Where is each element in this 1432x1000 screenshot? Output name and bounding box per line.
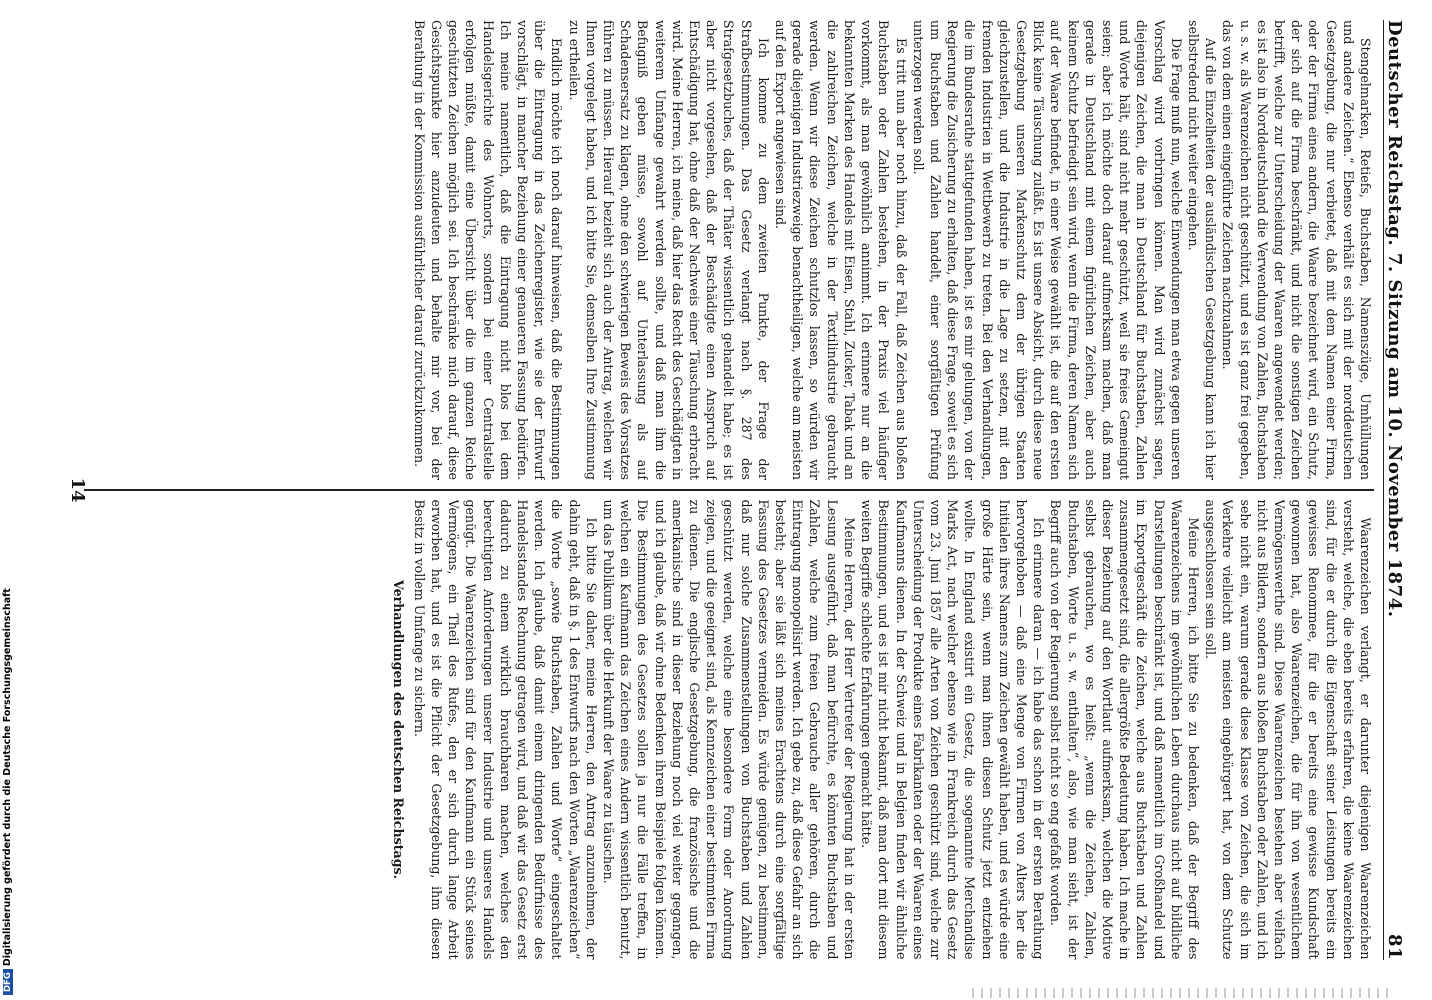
paragraph: Ich erinnere daran — ich habe das schon in der ersten Berathung hervorgehoben — daß eine Menge von Firmen von Alters her die Initialen ihres Namens zum Zeichen gewählt haben, und es würde eine große Härte sein, wenn man ihnen diesen Schutz jetzt entziehen wollte. In England existirt ein Gesetz, die sogenannte Merchandise Marks Act, nach welcher ebenso wie in Frankreich durch das Gesetz vom 23. Juni 1857 alle Arten von Zeichen geschützt sind, welche zur Unterscheidung der Produkte eines Fabrikanten oder der Waaren eines Kaufmanns dienen. In der Schweiz und in Belgien finden wir ähnliche Bestimmungen, und es ist mir nicht bekannt, daß man dort mit diesem weiten Begriffe schlechte Erfahrungen gemacht hätte.: [859, 499, 1047, 960]
scan-edge-artifact: [972, 988, 1392, 998]
digitisation-text: Digitalisierung gefördert durch die Deutsche Forschungsgemeinschaft: [2, 588, 13, 967]
paragraph: Stengelmarken, Retiefs, Buchstaben, Namenszüge, Umhüllungen und andere Zeichen.“ Ebenso verhält es sich mit der norddeutschen Gesetzgebung, die nur verbietet, daß mit dem Namen einer Firma, oder der Firma eines andern, die Waare bezeichnet wird, ein Schutz, der sich auf die Firma beschränkt, und nicht die sonstigen Zeichen betrifft, welche zur Unterscheidung der Waaren angewendet werden; es ist also in Norddeutschland die Verwendung von Zahlen, Buchstaben u. s. w. als Warenzeichen nicht geschützt, und es ist ganz frei gegeben, das von dem einen eingeführte Zeichen nachzuahmen.: [1220, 20, 1373, 480]
dfg-logo: DFG: [3, 969, 13, 995]
right-column: [84, 500, 1374, 960]
text-columns: [84, 20, 1374, 960]
digitisation-text-wrapper: [2, 588, 13, 995]
left-column: [84, 20, 1374, 480]
rotated-page-content: [58, 20, 1408, 960]
column-divider: [84, 489, 1374, 491]
running-title: Deutscher Reichstag. 7. Sitzung am 10. November 1874.: [1384, 20, 1405, 618]
sheet-number: 14: [67, 477, 88, 503]
page-number: 81: [1384, 933, 1405, 960]
paragraph: Ich komme zu dem zweiten Punkte, der Frage der Strafbestimmungen. Das Gesetz verlangt nach §. 287 des Strafgesetzbuches, daß der Thäter wissentlich gehandelt habe; es ist aber nicht vorgesehen, daß der Beschädigte einen Anspruch auf Entschädigung hat, ohne daß der Nachweis einer Täuschung erbracht wird. Meine Herren, ich meine, daß hier das Recht des Geschädigten in weiterem Umfange gewahrt werden sollte, und daß man ihm die Befugniß geben müsse, sowohl auf Unterlassung als auf Schadensersatz zu klagen, ohne den schwierigen Beweis des Vorsatzes führen zu müssen. Hierauf bezieht sich auch der Antrag, welchen wir Ihnen vorgelegt haben, und ich bitte Sie, demselben Ihre Zustimmung zu ertheilen.: [566, 20, 771, 480]
paragraph: Waarenzeichen verlangt, er darunter diejenigen Waarenzeichen versteht, welche, die eben bereits erfahren, die keine Waarenzeichen sind, für die er durch die Eigenschaft seiner Leistungen bereits ein gewisses Renommee, für die er bereits eine gewisse Kundschaft gewonnen hat, also Waarenzeichen, die für ihn von wesentlichem Vermögenswerthe sind. Diese Waarenzeichen bestehen aber vielfach nicht aus Bildern, sondern aus bloßen Buchstaben oder Zahlen, und ich sehe nicht ein, warum gerade diese Klasse von Zeichen, die sich im Verkehre vielleicht am meisten eingebürgert hat, von dem Schutze ausgeschlossen sein soll.: [1203, 499, 1373, 960]
page-header: [1383, 20, 1408, 960]
paragraph: Endlich möchte ich noch darauf hinweisen, daß die Bestimmungen über die Eintragung in das Zeichenregister, wie sie der Entwurf vorschlägt, in mancher Beziehung einer genaueren Fassung bedürfen. Ich meine namentlich, daß die Eintragung nicht blos bei dem Handelsgerichte des Wohnorts, sondern bei einer Centralstelle erfolgen müßte, damit eine Übersicht über die im ganzen Reiche geschützten Zeichen möglich sei. Ich beschränke mich darauf, diese Gesichtspunkte hier anzudeuten und behalte mir vor, bei der Berathung in der Kommission ausführlicher darauf zurückzukommen.: [411, 20, 565, 480]
digitisation-notice: [0, 0, 14, 1000]
paragraph: Es tritt nun aber noch hinzu, daß der Fall, daß Zeichen aus bloßen Buchstaben oder Zahlen bestehen, in der Praxis viel häufiger vorkommt, als man gewöhnlich annimmt. Ich erinnere nur an die bekannten Marken des Handels mit Eisen, Stahl, Zucker, Tabak und an die zahlreichen Zeichen, welche in der Textilindustrie gebraucht werden. Wenn wir diese Zeichen schutzlos lassen, so würden wir gerade diejenigen Industriezweige benachtheiligen, welche am meisten auf den Export angewiesen sind.: [773, 20, 909, 480]
paragraph: Die Frage muß nun, welche Einwendungen man etwa gegen unseren Vorschlag wird vorbringen können. Man wird zunächst sagen, diejenigen Zeichen, die man in Deutschland für Buchstaben, Zahlen und Worte hält, sind nicht mehr geschützt, weil sie freies Gemeingut seien; aber ich möchte doch darauf aufmerksam machen, daß man gerade in Deutschland mit einem figürlichen Zeichen, aber auch keinem Schutz befriedigt sein wird, wenn die Firma, deren Namen sich auf der Waare befindet, in einer Weise gewählt ist, die auf den ersten Blick keine Täuschung zuläßt. Es ist unsere Absicht, durch diese neue Gesetzgebung unseren Markenschutz dem der übrigen Staaten gleichzustellen, und die Industrie in die Lage zu setzen, mit den fremden Industrien in Wettbewerb zu treten. Bei den Verhandlungen, die im Bundesrathe stattgefunden haben, ist es mir gelungen, von der Regierung die Zusicherung zu erhalten, daß diese Frage, soweit es sich um Buchstaben und Zahlen handelt, einer sorgfältigen Prüfung unterzogen werden soll.: [910, 20, 1184, 480]
paragraph: Auf die Einzelheiten der ausländischen Gesetzgebung kann ich hier selbstredend nicht weiter eingehen.: [1185, 20, 1219, 480]
closing-line: Verhandlungen des deutschen Reichstags.: [390, 580, 406, 879]
paragraph: Ich bitte Sie daher, meine Herren, den Antrag anzunehmen, der dahin geht, daß in §. 1 des Entwurfs nach den Worten „Waarenzeichen“ die Worte „sowie Buchstaben, Zahlen und Worte“ eingeschaltet werden. Ich glaube, daß damit einem dringenden Bedürfnisse des Handelsstandes Rechnung getragen wird, und daß wir das Gesetz erst dadurch zu einem wirklich brauchbaren machen, welches den berechtigten Anforderungen unserer Industrie und unseres Handels genügt. Die Waarenzeichen sind für den Kaufmann ein Stück seines Vermögens, ein Theil des Rufes, den er sich durch lange Arbeit erworben hat, und es ist die Pflicht der Gesetzgebung, ihm diesen Besitz in vollem Umfange zu sichern.: [411, 499, 599, 960]
paragraph: Meine Herren, ich bitte Sie zu bedenken, daß der Begriff des Waarenzeichens im gewöhnlichen Leben durchaus nicht auf bildliche Darstellungen beschränkt ist, und daß namentlich im Großhandel und im Exportgeschäft die Zeichen, welche aus Buchstaben und Zahlen zusammengesetzt sind, die allergrößte Bedeutung haben. Ich mache in dieser Beziehung auf den Wortlaut aufmerksam, welchen die Motive selbst gebrauchen, wo es heißt: „wenn die Zeichen, Zahlen, Buchstaben, Worte u. s. w. enthalten“, also, wie man sieht, ist der Begriff auch von der Regierung selbst nicht so eng gefaßt worden.: [1048, 499, 1201, 960]
paragraph: Meine Herren, der Herr Vertreter der Regierung hat in der ersten Lesung ausgeführt, daß man befürchte, es könnten Buchstaben und Zahlen, welche zum freien Gebrauche aller gehören, durch die Eintragung monopolisirt werden. Ich gebe zu, daß diese Gefahr an sich besteht; aber sie läßt sich meines Erachtens durch eine sorgfältige Fassung des Gesetzes vermeiden. Es würde genügen, zu bestimmen, daß nur solche Zusammenstellungen von Buchstaben und Zahlen geschützt werden, welche eine besondere Form oder Anordnung zeigen, und die geeignet sind, als Kennzeichen einer bestimmten Firma zu dienen. Die englische Gesetzgebung, die französische und die amerikanische sind in dieser Beziehung noch viel weiter gegangen, und ich glaube, daß wir ohne Bedenken ihrem Beispiele folgen können. Die Bestimmungen des Gesetzes sollen ja nur die Fälle treffen, in welchen ein Kaufmann das Zeichen eines Andern wissentlich benutzt, um das Publikum über die Herkunft der Waare zu täuschen.: [601, 499, 857, 960]
